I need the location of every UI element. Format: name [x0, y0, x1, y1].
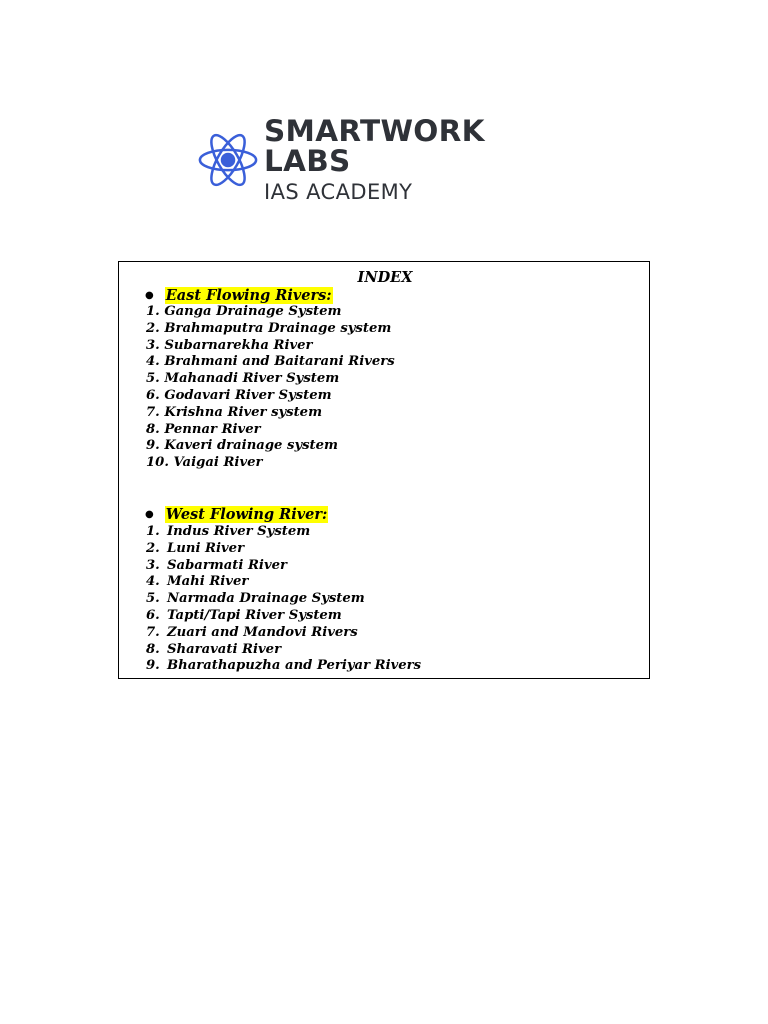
- list-item: 6. Godavari River System: [146, 387, 332, 403]
- logo-title: SMARTWORK LABS: [264, 114, 485, 178]
- list-item-number: 5.: [146, 591, 160, 607]
- list-item-number: 2.: [146, 540, 160, 556]
- list-item: 4. Brahmani and Baitarani Rivers: [146, 354, 395, 370]
- list-item-number: 9.: [146, 658, 160, 674]
- list-item-number: 1.: [146, 524, 160, 539]
- list-item: 8. Pennar River: [146, 421, 261, 437]
- list-item: [146, 558, 421, 575]
- east-heading-text: East Flowing Rivers:: [165, 287, 332, 304]
- east-section-heading: [145, 287, 333, 304]
- list-item: 10. Vaigai River: [146, 455, 263, 471]
- list-item: [146, 541, 421, 558]
- bullet-icon: ●: [145, 509, 154, 520]
- list-item-number: 3.: [146, 557, 160, 573]
- list-item: 2. Brahmaputra Drainage system: [146, 320, 392, 336]
- list-item: [146, 608, 421, 625]
- list-item: 1. Ganga Drainage System: [146, 304, 342, 319]
- east-river-list: [146, 304, 395, 472]
- list-item-label: Bharathapuzha and Periyar Rivers: [167, 658, 422, 674]
- list-item: [146, 625, 421, 642]
- list-item: [146, 574, 421, 591]
- list-item-label: Tapti/Tapi River System: [167, 607, 342, 623]
- list-item: 5. Mahanadi River System: [146, 371, 340, 387]
- logo-text: [264, 114, 577, 204]
- west-heading-text: West Flowing River:: [165, 506, 328, 523]
- index-title: INDEX: [357, 269, 413, 286]
- list-item: [146, 524, 421, 541]
- list-item-number: 7.: [146, 624, 160, 640]
- list-item-number: 6.: [146, 607, 160, 623]
- logo: [197, 114, 577, 204]
- west-section-heading: [145, 506, 328, 523]
- bullet-icon: ●: [145, 290, 154, 301]
- list-item: [146, 591, 421, 608]
- list-item-label: Luni River: [167, 540, 245, 556]
- atom-icon: [197, 129, 259, 191]
- list-item: [146, 642, 421, 659]
- list-item: 9. Kaveri drainage system: [146, 438, 338, 454]
- list-item-number: 4.: [146, 574, 160, 590]
- list-item: 7. Krishna River system: [146, 404, 323, 420]
- west-river-list: [146, 524, 421, 675]
- list-item: [146, 658, 421, 675]
- list-item: 3. Subarnarekha River: [146, 337, 313, 353]
- index-box: [118, 261, 650, 679]
- list-item-label: Indus River System: [167, 524, 311, 539]
- list-item-label: Sabarmati River: [167, 557, 287, 573]
- list-item-label: Zuari and Mandovi Rivers: [167, 624, 358, 640]
- list-item-number: 8.: [146, 641, 160, 657]
- logo-subtitle: IAS ACADEMY: [264, 180, 413, 204]
- list-item-label: Sharavati River: [167, 641, 282, 657]
- list-item-label: Mahi River: [167, 574, 249, 590]
- list-item-label: Narmada Drainage System: [167, 591, 365, 607]
